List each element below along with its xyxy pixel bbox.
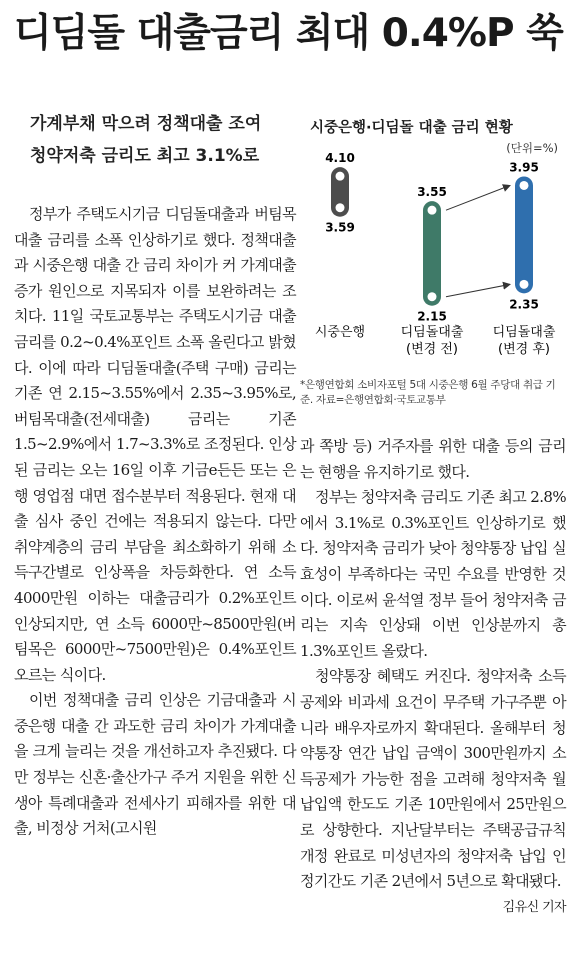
change-arrow-low <box>446 284 510 296</box>
value-label-high: 4.10 <box>325 151 355 166</box>
category-label: 디딤돌대출 <box>400 325 464 340</box>
range-low-dot <box>520 280 529 289</box>
headline: 디딤돌 대출금리 최대 0.4%P 쑥 <box>14 11 563 56</box>
range-high-dot <box>428 206 437 215</box>
paragraph: 정부는 청약저축 금리도 기존 최고 2.8%에서 3.1%로 0.3%포인트 인상하기로 했다. 청약저축 금리가 낮아 청약통장 납입 실효성이 부족하다는 국민 수요를 반영한 것이다. 이로써 윤석열 정부 들어 청약저축 금리는 지속 인상돼 이번 인상분까지 총 1.3%포인트 올랐다. <box>300 488 567 660</box>
subhead-line-2: 청약저축 금리도 최고 3.1%로 <box>30 146 260 166</box>
paragraph: 과 쪽방 등) 거주자를 위한 대출 등의 금리는 현행을 유지하기로 했다. <box>300 437 566 481</box>
category-label: (변경 후) <box>498 342 550 357</box>
value-label-high: 3.55 <box>417 185 447 200</box>
chart-plot <box>300 110 566 378</box>
value-label-low: 2.35 <box>509 297 539 312</box>
category-label: 디딤돌대출 <box>492 325 556 340</box>
article-body-left <box>14 202 296 842</box>
subheadline <box>30 108 290 172</box>
range-bar <box>515 176 533 293</box>
chart-source-note: *은행연합회 소비자포털 5대 시중은행 6월 주당대 취급 기준. 자료=은행연합회·국토교통부 <box>300 379 556 406</box>
range-bar <box>423 201 441 306</box>
range-high-dot <box>520 181 529 190</box>
change-arrow-high <box>446 185 510 210</box>
category-label: (변경 전) <box>406 342 458 357</box>
paragraph: 청약통장 혜택도 커진다. 청약저축 소득공제와 비과세 요건이 무주택 가구주뿐 아니라 배우자로까지 확대된다. 올해부터 청약통장 연간 납입 금액이 300만원까지 소득공제가 가능한 점을 고려해 청약저축 월 납입액 한도도 기존 10만원에서 25만원으로 상향한다. 지난달부터는 주택공급규칙 개정 완료로 미성년자의 청약저축 납입 인정기간도 기존 2년에서 5년으로 확대됐다. <box>300 667 566 891</box>
article-body-right <box>300 434 566 920</box>
paragraph: 정부가 주택도시기금 디딤돌대출과 버팀목대출 금리를 소폭 인상하기로 했다. 정책대출과 시중은행 대출 간 금리 차이가 커 가계대출 증가 원인으로 지목되자 이를 보완하려는 조치다. 11일 국토교통부는 주택도시기금 대출 금리를 0.2~0.4%포인트 소폭 올린다고 밝혔다. 이에 따라 디딤돌대출(주택 구매) 금리는 기존 연 2.15~3.55%에서 2.35~3.95%로, 버팀목대출(전세대출) 금리는 기존 1.5~2.9%에서 1.7~3.3%로 조정된다. 인상된 금리는 오는 16일 이후 기금e든든 또는 은행 영업점 대면 접수분부터 적용된다. 현재 대출 심사 중인 건에는 적용되지 않는다. 다만 취약계층의 금리 부담을 최소화하기 위해 소득구간별로 인상폭을 차등화한다. 연 소득 4000만원 이하는 대출금리가 0.2%포인트 인상되지만, 연 소득 6000만~8500만원(버팀목은 6000만~7500만원)은 0.4%포인트 오르는 식이다. <box>14 205 296 684</box>
rate-chart <box>300 110 566 420</box>
range-low-dot <box>336 203 345 212</box>
chart-unit: (단위=%) <box>506 141 558 155</box>
subhead-line-1: 가계부채 막으려 정책대출 조여 <box>30 114 262 134</box>
byline: 김유신 기자 <box>502 899 566 915</box>
chart-title: 시중은행·디딤돌 대출 금리 현황 <box>310 120 513 136</box>
value-label-low: 2.15 <box>417 309 447 324</box>
value-label-low: 3.59 <box>325 220 355 235</box>
category-label: 시중은행 <box>314 325 366 340</box>
value-label-high: 3.95 <box>509 160 539 175</box>
range-low-dot <box>428 292 437 301</box>
paragraph: 이번 정책대출 금리 인상은 기금대출과 시중은행 대출 간 과도한 금리 차이가 가계대출을 크게 늘리는 것을 개선하고자 추진됐다. 다만 정부는 신혼·출산가구 주거 지원을 위한 신생아 특례대출과 전세사기 피해자를 위한 대출, 비정상 거처(고시원 <box>14 691 296 838</box>
range-high-dot <box>336 172 345 181</box>
